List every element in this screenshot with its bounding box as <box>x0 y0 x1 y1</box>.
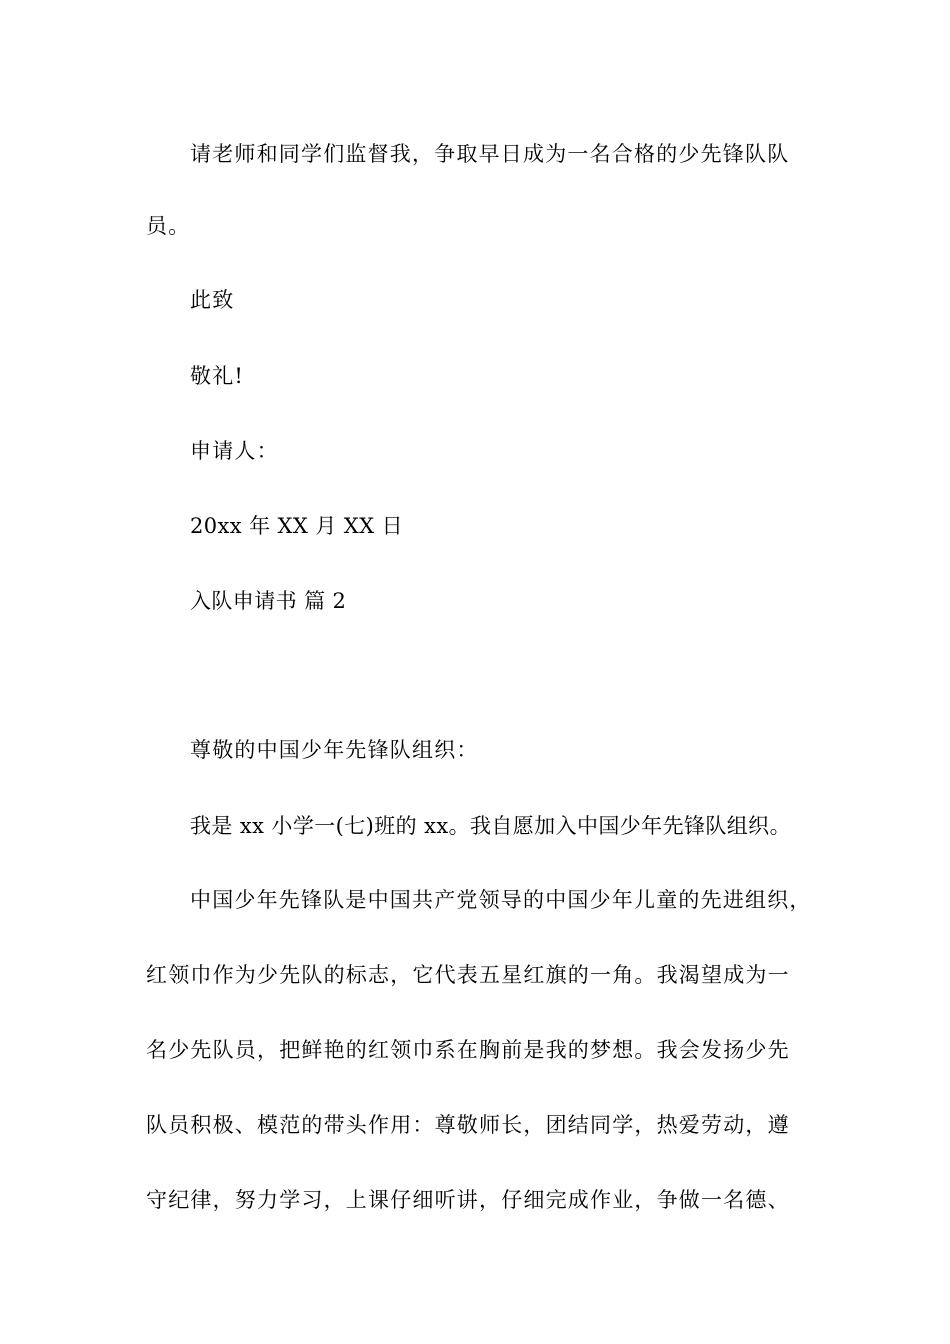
paragraph-line: 我是 xx 小学一(七)班的 xx。我自愿加入中国少年先锋队组织。 <box>190 814 791 838</box>
paragraph-line: 红领巾作为少先队的标志，它代表五星红旗的一角。我渴望成为一 <box>146 963 790 987</box>
closing-salutation: 此致 <box>190 288 235 312</box>
closing-regards: 敬礼! <box>190 364 245 388</box>
paragraph-line: 队员积极、模范的带头作用：尊敬师长，团结同学，热爱劳动，遵 <box>146 1113 790 1137</box>
section-title: 入队申请书 篇 2 <box>190 589 347 613</box>
paragraph-line: 中国少年先锋队是中国共产党领导的中国少年儿童的先进组织， <box>190 888 812 912</box>
paragraph-line: 名少先队员，把鲜艳的红领巾系在胸前是我的梦想。我会发扬少先 <box>146 1038 790 1062</box>
date-line: 20xx 年 XX 月 XX 日 <box>190 514 403 538</box>
paragraph-line: 守纪律，努力学习，上课仔细听讲，仔细完成作业，争做一名德、 <box>146 1188 790 1212</box>
paragraph-line: 请老师和同学们监督我，争取早日成为一名合格的少先锋队队 <box>190 142 790 166</box>
applicant-label: 申请人： <box>190 439 279 463</box>
letter-greeting: 尊敬的中国少年先锋队组织： <box>190 738 479 762</box>
paragraph-line: 员。 <box>146 214 191 238</box>
